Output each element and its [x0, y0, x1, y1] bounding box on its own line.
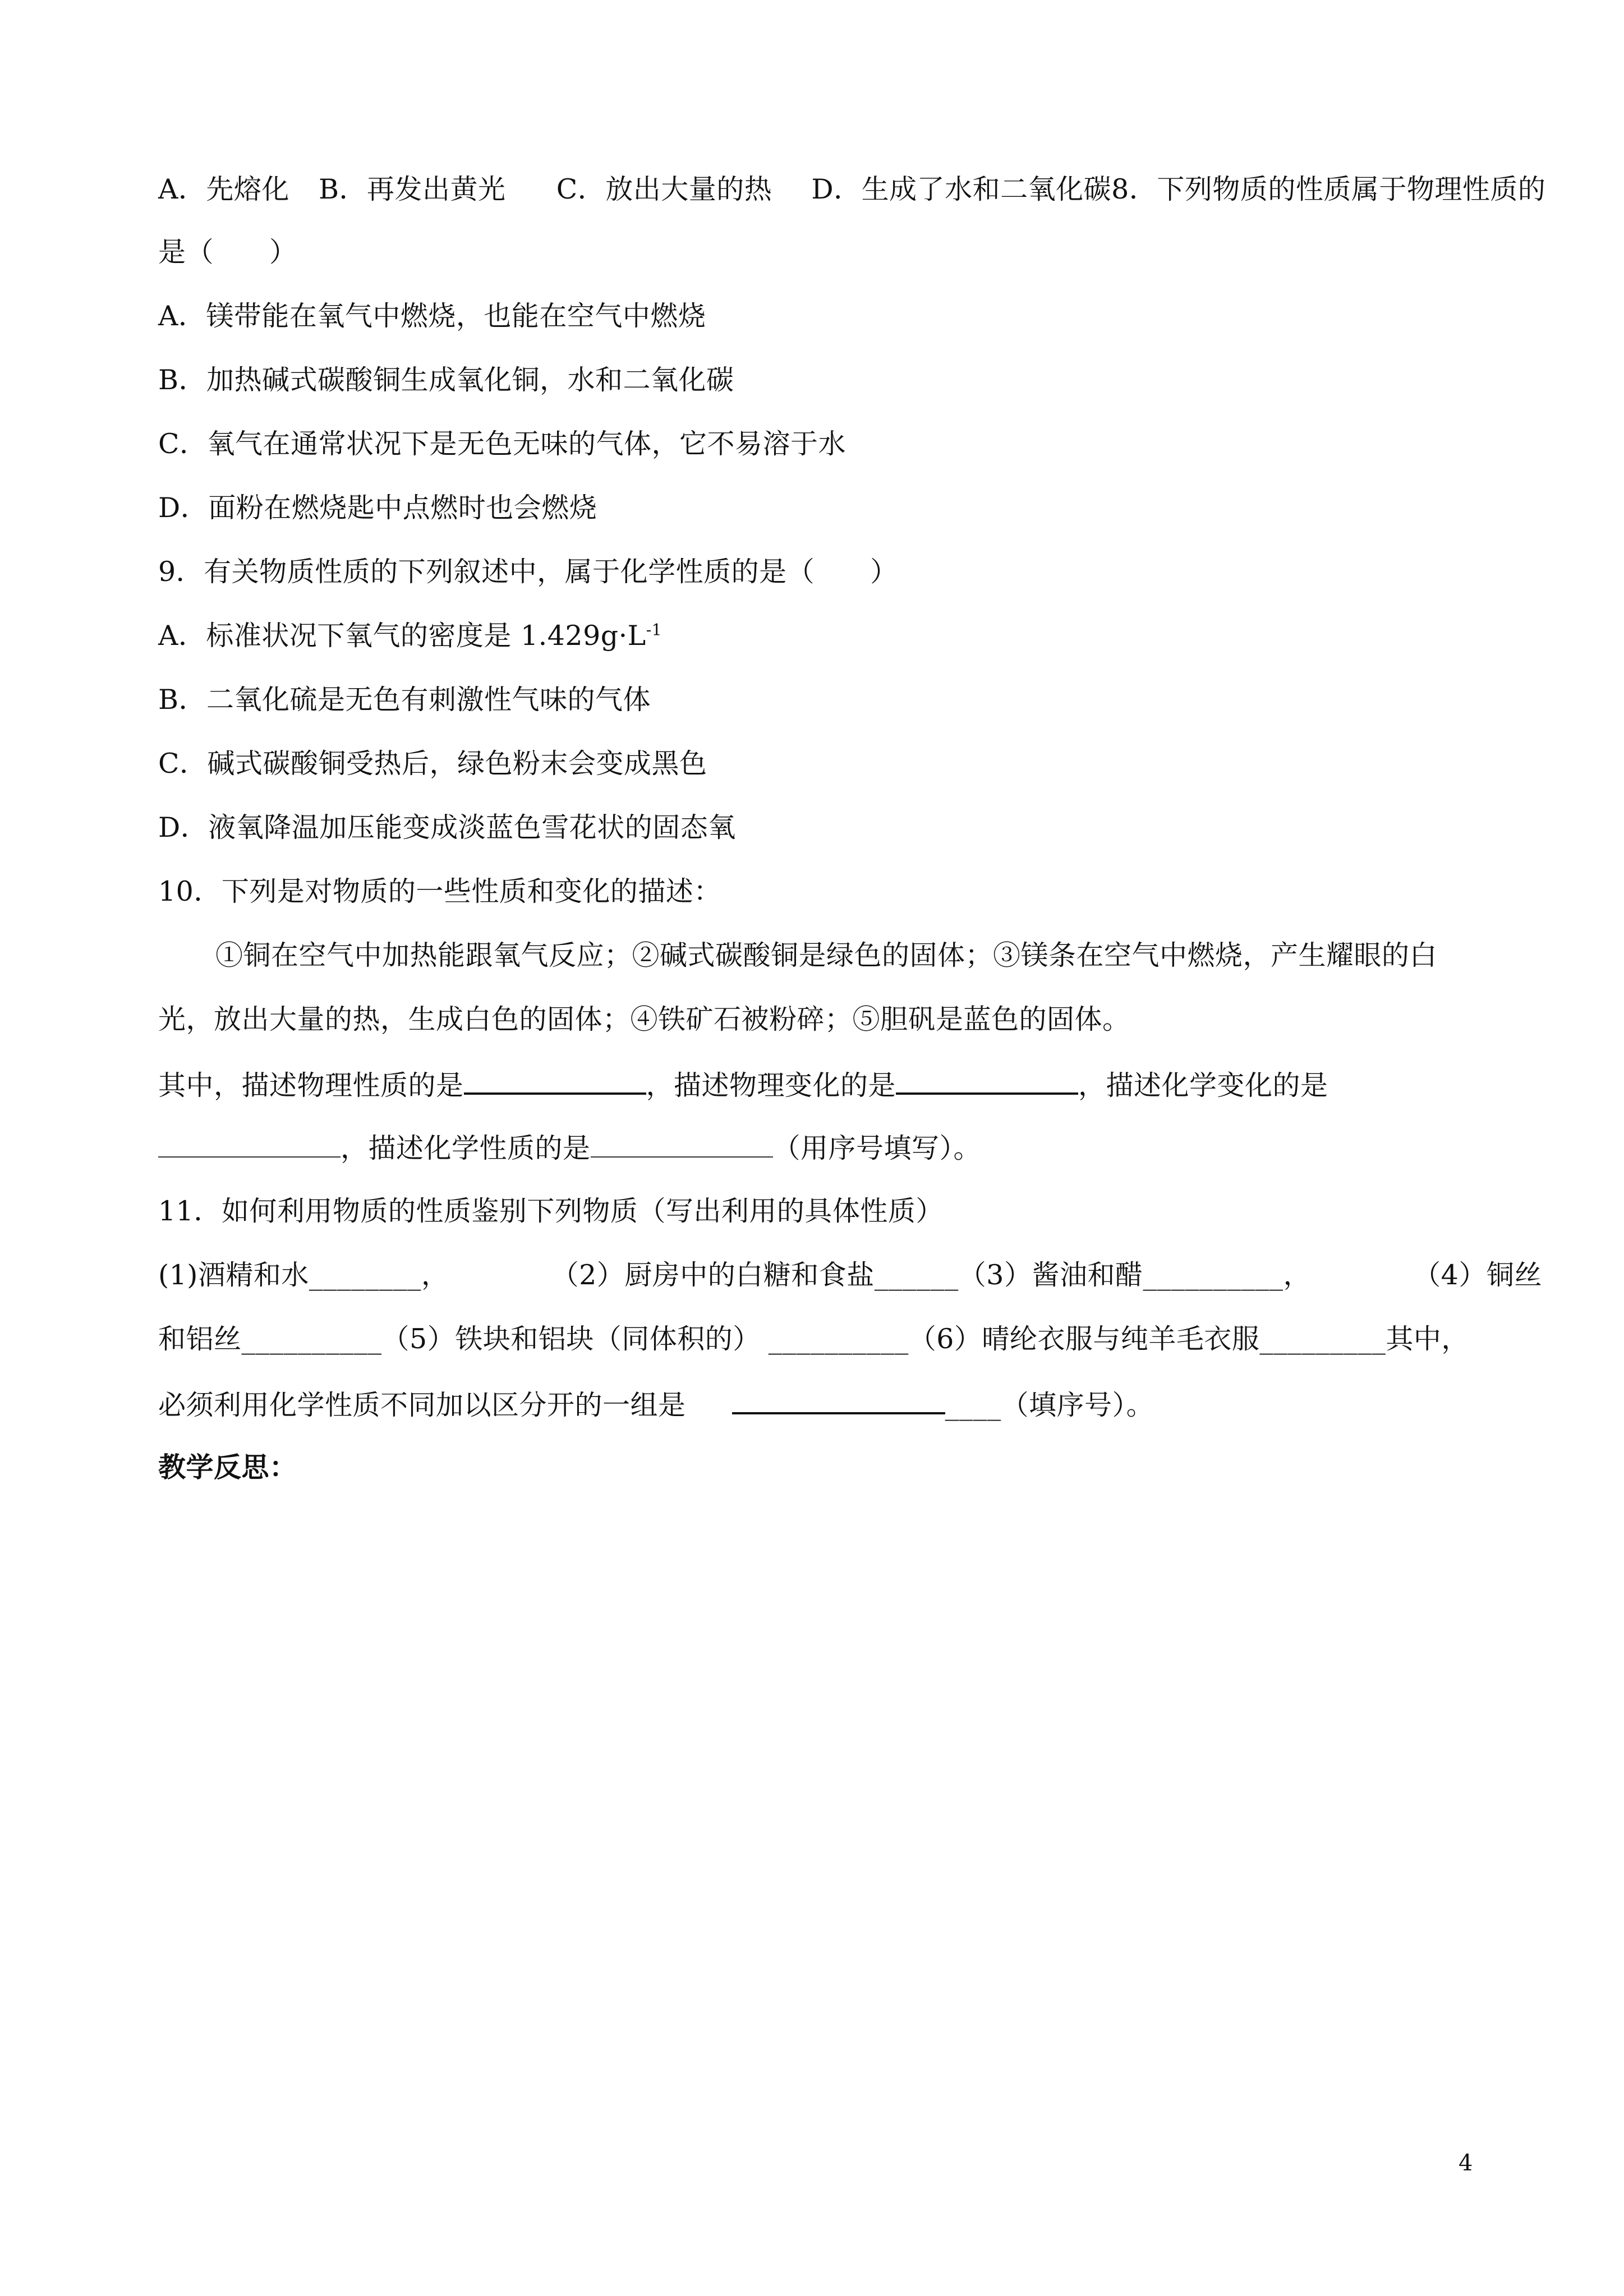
q10-chemical-property-blank[interactable] [591, 1131, 773, 1158]
q11-items-line-1 [158, 1258, 1542, 1292]
q8-option-b: B．加热碱式碳酸铜生成氧化铜，水和二氧化碳 [158, 364, 734, 396]
q11-final-line [158, 1386, 1476, 1422]
q10-description-line-1: ①铜在空气中加热能跟氧气反应；②碱式碳酸铜是绿色的固体；③镁条在空气中燃烧，产生耀眼的白 [215, 939, 1438, 971]
q10-instruction: （用序号填写）。 [772, 1132, 982, 1164]
q9-option-b: B．二氧化硫是无色有刺激性气味的气体 [158, 684, 651, 716]
q10-physical-property-label: 其中，描述物理性质的是 [158, 1069, 464, 1101]
q11-item-5-blank[interactable]: __________ [768, 1323, 909, 1355]
q9-option-a-superscript: -1 [646, 620, 663, 639]
q7-option-a: A．先熔化 [158, 173, 289, 205]
q9-option-a [158, 619, 1476, 653]
q11-item-1: (1)酒精和水 [158, 1259, 309, 1291]
q11-item-2-blank[interactable]: ______ [874, 1259, 959, 1291]
q10-physical-change-label: ，描述物理变化的是 [646, 1069, 896, 1101]
q7-option-c: C．放出大量的热 [556, 173, 772, 205]
q11-item-3-comma: ， [1283, 1259, 1311, 1291]
q8-stem-end: 是（ ） [158, 236, 297, 268]
q8-option-a: A．镁带能在氧气中燃烧，也能在空气中燃烧 [158, 300, 706, 332]
q11-final-blank-tail[interactable]: ____ [945, 1389, 1001, 1421]
q11-item-1-comma: ， [421, 1259, 449, 1291]
q8-option-c: C．氧气在通常状况下是无色无味的气体，它不易溶于水 [158, 428, 846, 460]
q11-item-4-continued: 和铝丝 [158, 1323, 242, 1355]
page-number: 4 [1459, 2150, 1473, 2176]
q11-item-6-blank[interactable]: _________ [1259, 1323, 1386, 1355]
q11-final-blank[interactable] [732, 1386, 945, 1414]
q9-option-d: D．液氧降温加压能变成淡蓝色雪花状的固态氧 [158, 812, 736, 843]
q10-description-line-2: 光，放出大量的热，生成白色的固体；④铁矿石被粉碎；⑤胆矾是蓝色的固体。 [158, 1003, 1130, 1035]
q10-physical-change-blank[interactable] [896, 1067, 1078, 1095]
q9-option-a-text: A．标准状况下氧气的密度是 1.429g·L [158, 620, 646, 652]
q11-tail: 其中， [1386, 1323, 1469, 1355]
q8-stem-start: 8．下列物质的性质属于物理性质的 [1111, 173, 1546, 205]
q11-item-3: （3）酱油和醋 [958, 1259, 1143, 1291]
q10-answer-line-2 [158, 1131, 1476, 1165]
q7-option-d: D．生成了水和二氧化碳 [811, 173, 1112, 205]
q11-final-prompt: 必须利用化学性质不同加以区分开的一组是 [158, 1389, 686, 1421]
q11-final-instruction: （填序号）。 [1001, 1389, 1154, 1421]
q11-stem: 11．如何利用物质的性质鉴别下列物质（写出利用的具体性质） [158, 1195, 944, 1227]
q7-options-line [158, 173, 1546, 206]
q10-chemical-change-blank[interactable] [158, 1131, 341, 1158]
teaching-reflection-title: 教学反思： [158, 1451, 297, 1483]
q11-item-6: （6）晴纶衣服与纯羊毛衣服 [908, 1323, 1260, 1355]
q11-item-4-blank[interactable]: __________ [241, 1323, 382, 1355]
q10-answer-line-1 [158, 1067, 1476, 1103]
q11-items-line-2 [158, 1322, 1476, 1356]
q7-option-b: B．再发出黄光 [319, 173, 506, 205]
q10-chemical-change-label: ，描述化学变化的是 [1078, 1069, 1328, 1101]
q9-option-c: C．碱式碳酸铜受热后，绿色粉末会变成黑色 [158, 748, 707, 780]
q11-item-1-blank[interactable]: ________ [309, 1259, 421, 1291]
q11-item-2: （2）厨房中的白糖和食盐 [551, 1259, 875, 1291]
q9-stem: 9．有关物质性质的下列叙述中，属于化学性质的是（ ） [158, 556, 898, 588]
q10-chemical-property-label: ，描述化学性质的是 [341, 1132, 591, 1164]
q11-item-3-blank[interactable]: __________ [1143, 1259, 1283, 1291]
q11-item-4: （4）铜丝 [1413, 1259, 1542, 1291]
q10-stem: 10．下列是对物质的一些性质和变化的描述： [158, 875, 721, 907]
q10-physical-property-blank[interactable] [464, 1067, 646, 1095]
q11-item-5: （5）铁块和铝块（同体积的） [381, 1323, 761, 1355]
q8-option-d: D．面粉在燃烧匙中点燃时也会燃烧 [158, 492, 597, 524]
